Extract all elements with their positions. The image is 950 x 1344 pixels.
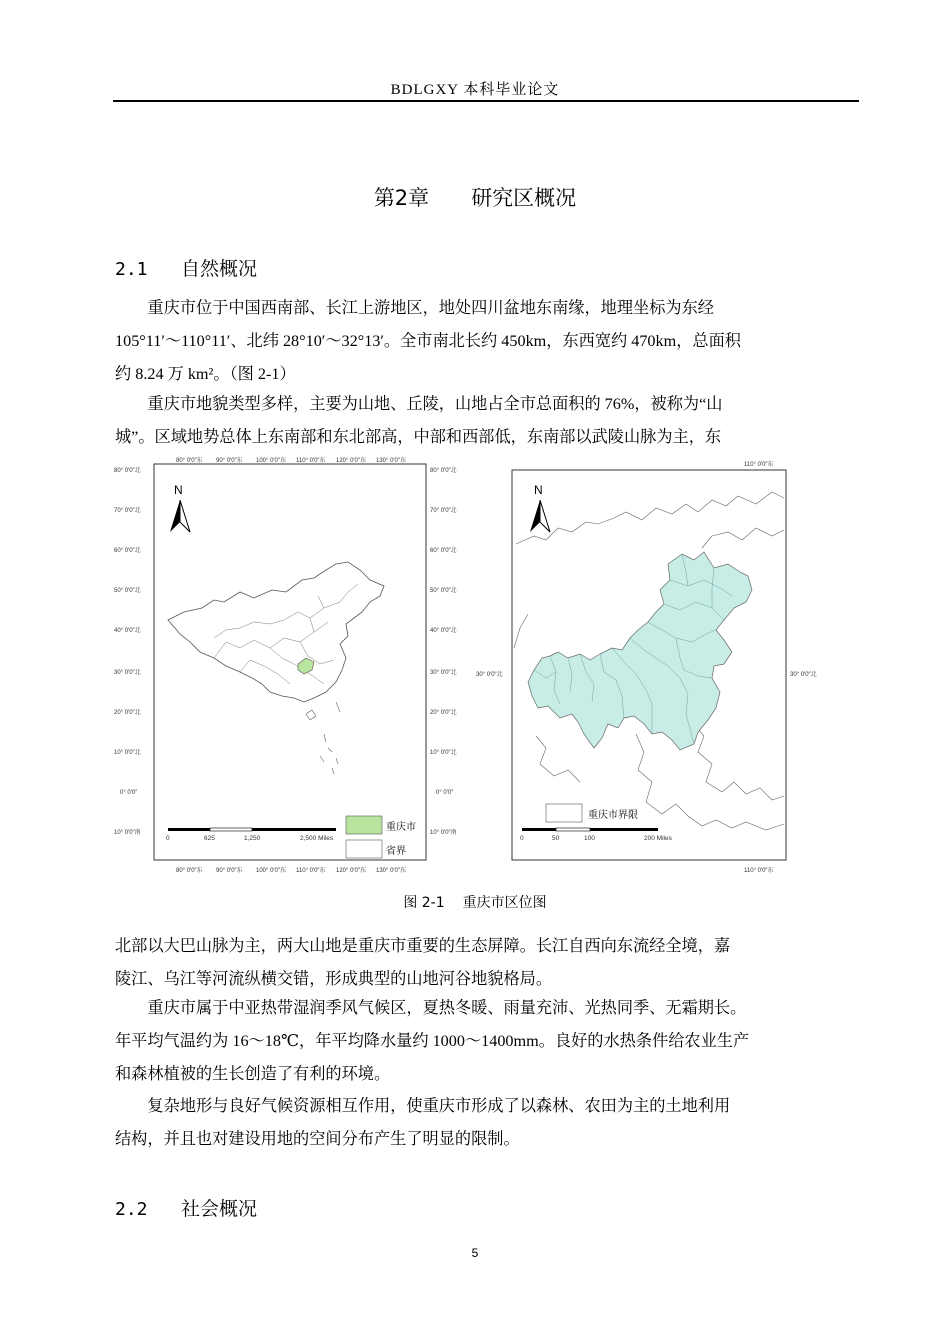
- top-tick: 90° 0′0″东: [216, 458, 243, 464]
- left-tick: 80° 0′0″北: [114, 468, 141, 474]
- bottom-tick: 120° 0′0″东: [336, 868, 367, 874]
- bottom-tick: 130° 0′0″东: [376, 868, 407, 874]
- chongqing-boundary-map: [476, 452, 838, 876]
- svg-text:625: 625: [204, 835, 215, 842]
- right-tick: 80° 0′0″北: [430, 468, 457, 474]
- right-tick: 50° 0′0″北: [430, 588, 457, 594]
- left-tick: 70° 0′0″北: [114, 508, 141, 514]
- chapter-number: 第2章: [373, 186, 430, 210]
- legend-swatch-chongqing: [346, 816, 382, 834]
- svg-text:2,500 Miles: 2,500 Miles: [300, 835, 334, 842]
- bottom-tick: 110° 0′0″东: [744, 868, 774, 874]
- text-line: 重庆市属于中亚热带湿润季风气候区，夏热冬暖、雨量充沛、光热同季、无霜期长。: [147, 999, 747, 1017]
- text-line: 重庆市位于中国西南部、长江上游地区，地处四川盆地东南缘，地理坐标为东经: [147, 299, 714, 317]
- legend-label: 重庆市: [386, 822, 416, 833]
- figure-caption: [0, 892, 950, 912]
- svg-text:0: 0: [520, 835, 524, 842]
- paragraph-landform: [115, 388, 859, 454]
- left-tick: 0° 0′0″: [120, 790, 138, 796]
- text-line: 约 8.24 万 km²。（图 2-1）: [115, 365, 296, 383]
- svg-text:100: 100: [584, 835, 595, 842]
- section-title: 自然概况: [181, 258, 258, 280]
- right-tick: 30° 0′0″北: [790, 672, 817, 678]
- text-line: 和森林植被的生长创造了有利的环境。: [115, 1065, 391, 1083]
- legend-swatch-boundary: [546, 804, 582, 822]
- svg-text:N: N: [174, 483, 183, 497]
- legend-label: 重庆市界限: [588, 810, 638, 821]
- bottom-tick: 90° 0′0″东: [216, 868, 243, 874]
- svg-text:50: 50: [552, 835, 560, 842]
- svg-text:1,250: 1,250: [244, 835, 261, 842]
- bottom-tick: 110° 0′0″东: [296, 868, 326, 874]
- section-number: 2.1: [115, 259, 148, 280]
- left-tick: 30° 0′0″北: [114, 670, 141, 676]
- left-tick: 50° 0′0″北: [114, 588, 141, 594]
- paragraph-rivers: [115, 930, 859, 996]
- text-line: 复杂地形与良好气候资源相互作用，使重庆市形成了以森林、农田为主的土地利用: [147, 1097, 731, 1115]
- caption-number: 图 2-1: [403, 895, 445, 911]
- right-tick: 30° 0′0″北: [430, 670, 457, 676]
- legend-label: 省界: [386, 846, 406, 857]
- top-tick: 110° 0′0″东: [296, 458, 326, 464]
- text-line: 陵江、乌江等河流纵横交错，形成典型的山地河谷地貌格局。: [115, 970, 553, 988]
- section-heading-2-2: [115, 1194, 257, 1221]
- top-tick: 130° 0′0″东: [376, 458, 407, 464]
- legend-swatch-province: [346, 840, 382, 858]
- paragraph-landuse: [115, 1090, 859, 1156]
- right-tick: 60° 0′0″北: [430, 548, 457, 554]
- text-line: 城”。区域地势总体上东南部和东北部高，中部和西部低，东南部以武陵山脉为主，东: [115, 428, 722, 446]
- right-tick: 0° 0′0″: [436, 790, 454, 796]
- paragraph-climate: [115, 992, 859, 1091]
- chapter-name: 研究区概况: [471, 186, 577, 210]
- svg-text:N: N: [534, 483, 543, 497]
- left-tick: 10° 0′0″北: [114, 750, 141, 756]
- top-tick: 120° 0′0″东: [336, 458, 367, 464]
- text-line: 结构，并且也对建设用地的空间分布产生了明显的限制。: [115, 1130, 520, 1148]
- right-tick: 20° 0′0″北: [430, 710, 457, 716]
- bottom-tick: 80° 0′0″东: [176, 868, 203, 874]
- section-number: 2.2: [115, 1199, 148, 1220]
- text-line: 重庆市地貌类型多样，主要为山地、丘陵，山地占全市总面积的 76%，被称为“山: [147, 395, 723, 413]
- left-tick: 60° 0′0″北: [114, 548, 141, 554]
- top-tick: 110° 0′0″东: [744, 462, 774, 468]
- paragraph-location: [115, 292, 859, 391]
- section-title: 社会概况: [181, 1198, 258, 1220]
- top-tick: 100° 0′0″东: [256, 458, 287, 464]
- right-tick: 10° 0′0″南: [430, 830, 457, 836]
- header-rule: [113, 100, 859, 102]
- svg-text:0: 0: [166, 835, 170, 842]
- left-tick: 40° 0′0″北: [114, 628, 141, 634]
- left-tick: 20° 0′0″北: [114, 710, 141, 716]
- right-tick: 40° 0′0″北: [430, 628, 457, 634]
- left-tick: 30° 0′0″北: [476, 672, 503, 678]
- china-location-map: [114, 452, 466, 876]
- chapter-title: [0, 182, 950, 212]
- bottom-tick: 100° 0′0″东: [256, 868, 287, 874]
- text-line: 105°11′～110°11′、北纬 28°10′～32°13′。全市南北长约 450km，东西宽约 470km，总面积: [115, 332, 741, 350]
- right-tick: 70° 0′0″北: [430, 508, 457, 514]
- top-tick: 80° 0′0″东: [176, 458, 203, 464]
- text-line: 北部以大巴山脉为主，两大山地是重庆市重要的生态屏障。长江自西向东流经全境，嘉: [115, 937, 731, 955]
- section-heading-2-1: [115, 254, 257, 281]
- running-header: BDLGXY 本科毕业论文: [390, 82, 560, 98]
- right-tick: 10° 0′0″北: [430, 750, 457, 756]
- page-number: 5: [471, 1246, 479, 1260]
- left-tick: 10° 0′0″南: [114, 830, 141, 836]
- text-line: 年平均气温约为 16～18℃，年平均降水量约 1000～1400mm。良好的水热条件给农业生产: [115, 1032, 750, 1050]
- svg-text:200 Miles: 200 Miles: [644, 835, 672, 842]
- caption-title: 重庆市区位图: [462, 895, 547, 911]
